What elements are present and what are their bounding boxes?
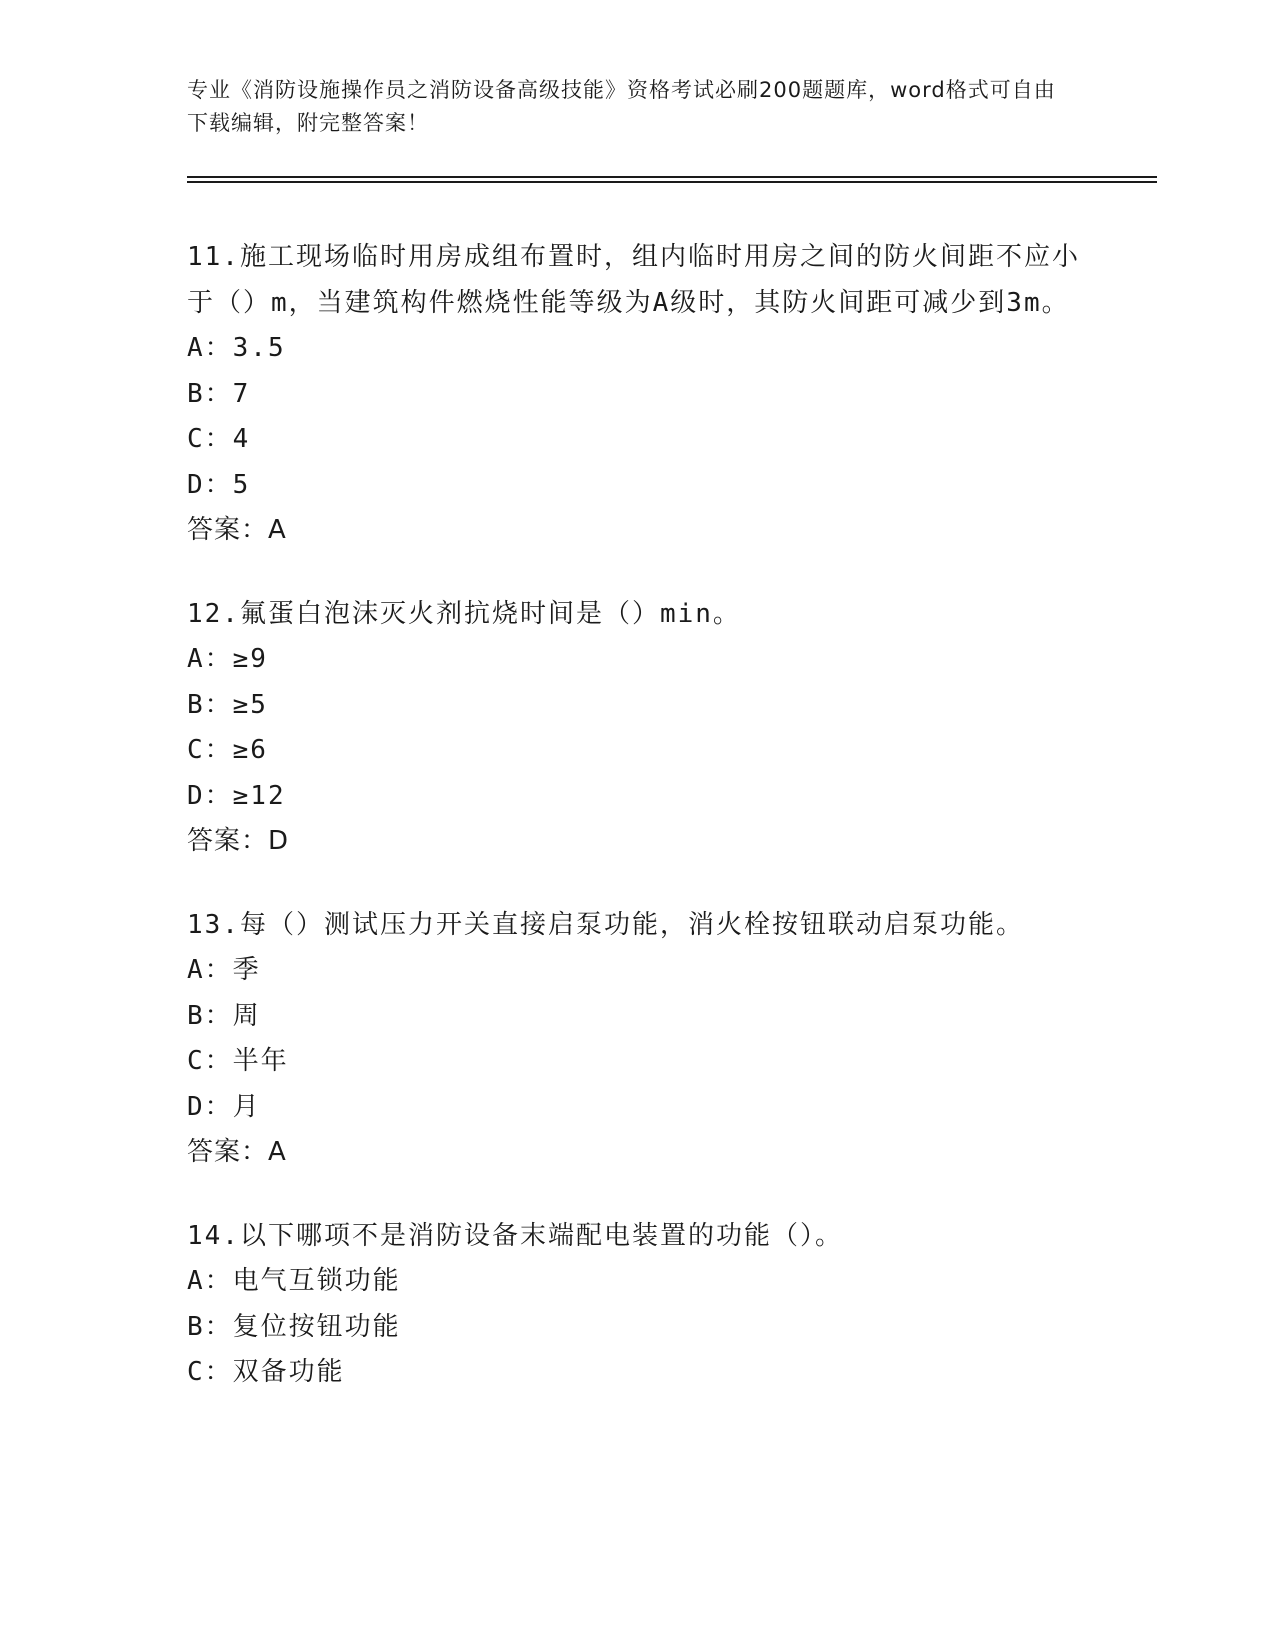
- question-13: [187, 903, 1087, 1176]
- question-11: [187, 235, 1087, 554]
- option-b: B：≥5: [187, 689, 268, 720]
- answer-line: 答案：A: [187, 1137, 287, 1167]
- option-c: C：半年: [187, 1046, 289, 1076]
- option-d: D：月: [187, 1091, 261, 1122]
- document-intro: 专业《消防设施操作员之消防设备高级技能》资格考试必刷200题题库，word格式可自由下载编辑，附完整答案！: [187, 78, 1056, 135]
- question-list: [187, 235, 1087, 1434]
- question-14: [187, 1214, 1087, 1396]
- option-a: A：电气互锁功能: [187, 1266, 401, 1296]
- question-stem: 11.施工现场临时用房成组布置时，组内临时用房之间的防火间距不应小于（）m，当建筑构件燃烧性能等级为A级时，其防火间距可减少到3m。: [187, 242, 1080, 318]
- answer-line: 答案：A: [187, 515, 287, 545]
- question-stem: 13.每（）测试压力开关直接启泵功能，消火栓按钮联动启泵功能。: [187, 909, 1024, 940]
- option-d: D：≥12: [187, 780, 286, 811]
- option-b: B：周: [187, 1000, 261, 1031]
- option-a: A：季: [187, 955, 261, 985]
- option-d: D：5: [187, 469, 251, 500]
- option-b: B：7: [187, 378, 251, 409]
- answer-line: 答案：D: [187, 826, 290, 856]
- header-divider-top: [187, 176, 1157, 178]
- option-a: A：≥9: [187, 644, 268, 674]
- option-b: B：复位按钮功能: [187, 1311, 401, 1342]
- question-stem: 12.氟蛋白泡沫灭火剂抗烧时间是（）min。: [187, 598, 741, 629]
- question-12: [187, 592, 1087, 865]
- header-divider-bottom: [187, 181, 1157, 183]
- question-stem: 14.以下哪项不是消防设备末端配电装置的功能（）。: [187, 1220, 843, 1251]
- option-c: C：双备功能: [187, 1357, 345, 1387]
- option-a: A：3.5: [187, 333, 286, 363]
- option-c: C：≥6: [187, 735, 268, 765]
- option-c: C：4: [187, 424, 251, 454]
